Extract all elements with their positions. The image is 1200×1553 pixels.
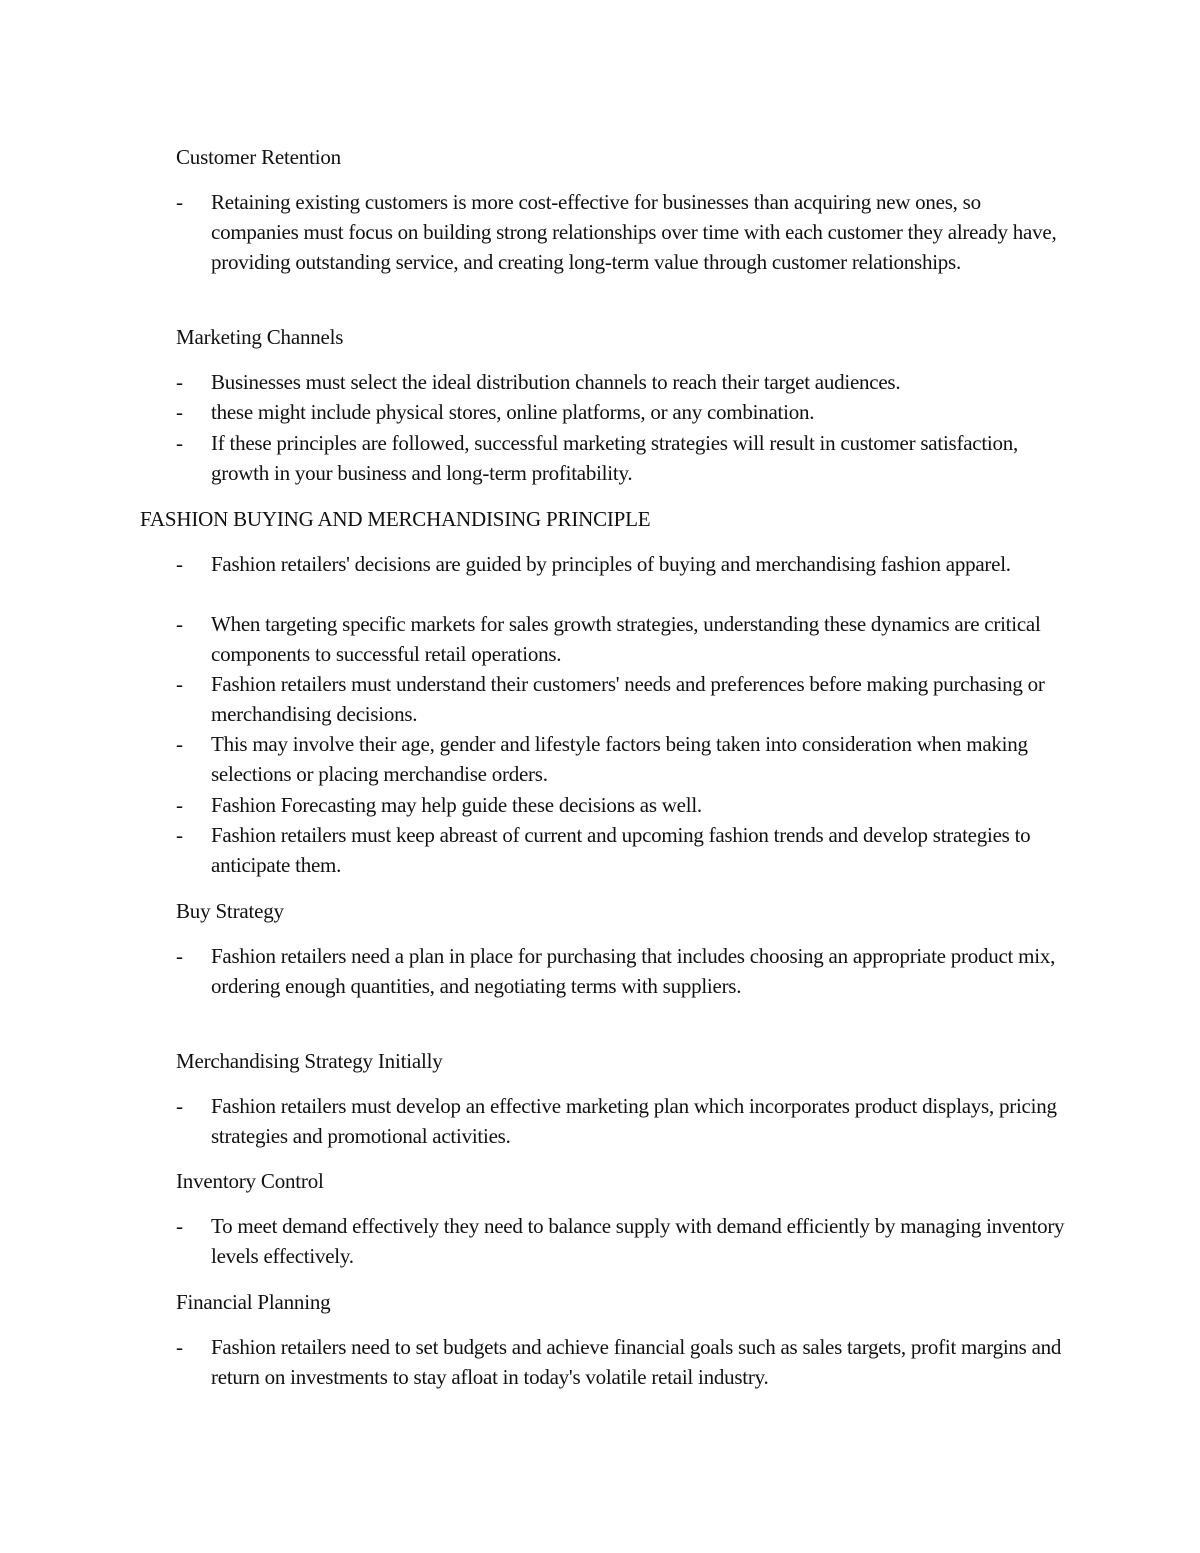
bullet-text: When targeting specific markets for sales growth strategies, understanding these dynamics are critical components to successful retail operations. xyxy=(211,612,1041,667)
bullet-text: Fashion retailers must develop an effective marketing plan which incorporates product displays, pricing strategies and promotional activities. xyxy=(211,1094,1057,1149)
bullet-text: Fashion retailers' decisions are guided by principles of buying and merchandising fashion apparel. xyxy=(211,552,1011,576)
bullet-dash: - xyxy=(176,552,183,576)
section-heading-customer-retention: Customer Retention xyxy=(176,145,341,169)
bullet-dash: - xyxy=(176,400,183,424)
bullet-text: Businesses must select the ideal distribution channels to reach their target audiences. xyxy=(211,370,901,394)
bullet-text: Fashion retailers must keep abreast of current and upcoming fashion trends and develop strategies to anticipate them. xyxy=(211,823,1031,878)
bullet-text: Fashion retailers need a plan in place for purchasing that includes choosing an appropriate product mix, ordering enough quantities, and negotiating terms with suppliers. xyxy=(211,944,1056,999)
section-heading-merchandising-strategy: Merchandising Strategy Initially xyxy=(176,1049,443,1073)
bullet-dash: - xyxy=(176,823,183,847)
bullet-text: Fashion retailers need to set budgets and achieve financial goals such as sales targets, profit margins and return on investments to stay afloat in today's volatile retail industry. xyxy=(211,1335,1062,1390)
bullet-dash: - xyxy=(176,944,183,968)
bullet-text: Fashion Forecasting may help guide these decisions as well. xyxy=(211,793,702,817)
bullet-dash: - xyxy=(176,793,183,817)
section-heading-fashion-buying: FASHION BUYING AND MERCHANDISING PRINCIPLE xyxy=(140,507,651,531)
bullet-dash: - xyxy=(176,431,183,455)
bullet-text: To meet demand effectively they need to balance supply with demand efficiently by managing inventory levels effectively. xyxy=(211,1214,1065,1269)
bullet-dash: - xyxy=(176,1214,183,1238)
bullet-dash: - xyxy=(176,732,183,756)
bullet-dash: - xyxy=(176,190,183,214)
bullet-dash: - xyxy=(176,672,183,696)
section-heading-inventory-control: Inventory Control xyxy=(176,1169,324,1193)
bullet-dash: - xyxy=(176,1094,183,1118)
section-heading-marketing-channels: Marketing Channels xyxy=(176,325,344,349)
bullet-text: This may involve their age, gender and lifestyle factors being taken into consideration when making selections or placing merchandise orders. xyxy=(211,732,1028,787)
bullet-text: Fashion retailers must understand their customers' needs and preferences before making purchasing or merchandising decisions. xyxy=(211,672,1045,727)
section-heading-financial-planning: Financial Planning xyxy=(176,1290,331,1314)
section-heading-buy-strategy: Buy Strategy xyxy=(176,899,284,923)
bullet-text: If these principles are followed, successful marketing strategies will result in customer satisfaction, growth in your business and long-term profitability. xyxy=(211,431,1019,486)
bullet-text: Retaining existing customers is more cost-effective for businesses than acquiring new ones, so companies must focus on building strong relationships over time with each customer they already have, providing outstanding service, and creating long-term value through customer relationships. xyxy=(211,190,1057,275)
bullet-dash: - xyxy=(176,1335,183,1359)
bullet-dash: - xyxy=(176,612,183,636)
bullet-text: these might include physical stores, online platforms, or any combination. xyxy=(211,400,815,424)
bullet-dash: - xyxy=(176,370,183,394)
